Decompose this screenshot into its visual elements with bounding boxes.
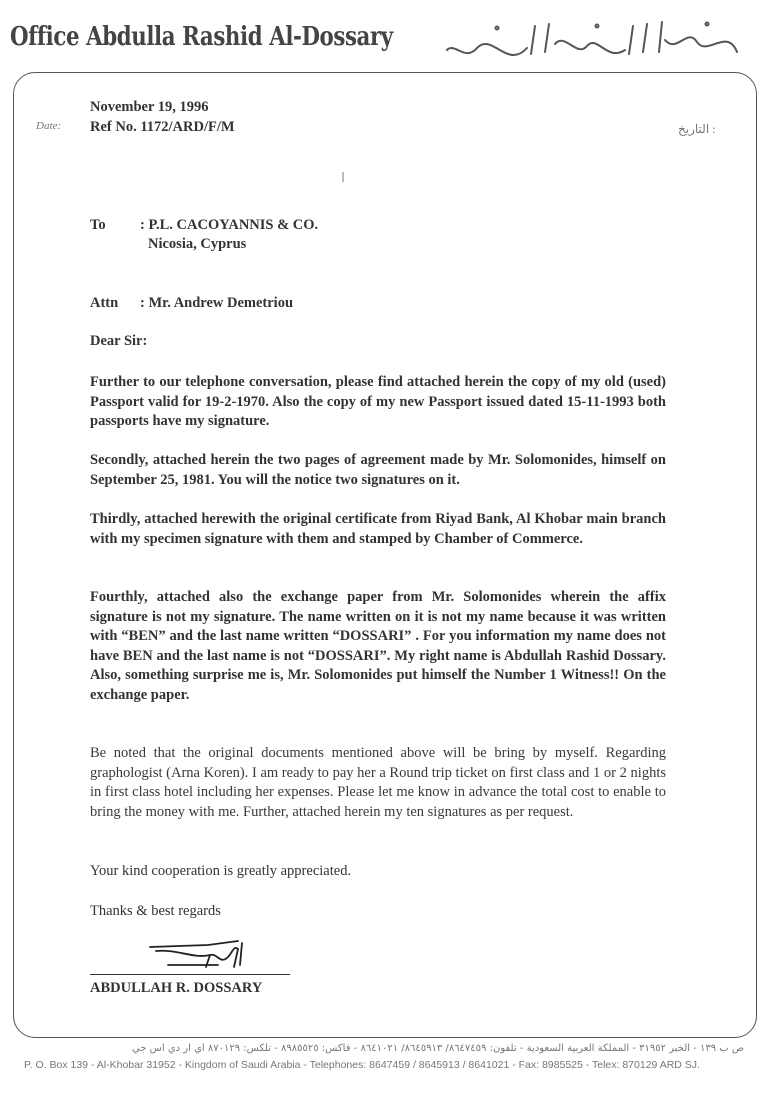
- attn-recipient: : Mr. Andrew Demetriou: [140, 295, 294, 311]
- recipient-company: : P.L. CACOYANNIS & CO.: [140, 217, 319, 233]
- letter-date: November 19, 1996: [90, 99, 209, 115]
- paragraph-exchange-paper: Fourthly, attached also the exchange paper from Mr. Solomonides wherein the affix signature is not my signature. The name written on it is not my name because it was written with “BEN” and the last name written “DOSSARI” . For you information my name does not have BEN and the last name is not “DOSSARI”. My right name is Abdullah Rashid Dossary. Also, something surprise me is, Mr. Solomonides put himself the Number 1 Witness!! On the exchange paper.: [90, 589, 666, 703]
- date-label-ar: التاريخ :: [678, 122, 716, 136]
- closing-cooperation: Your kind cooperation is greatly appreciated.: [90, 863, 352, 879]
- paragraph-passports: Further to our telephone conversation, please find attached herein the copy of my old (used) Passport valid for 19-2-1970. Also the copy of my new Passport issued dated 15-11-1993 both passports have my signature.: [90, 374, 666, 429]
- paragraph-agreement: Secondly, attached herein the two pages of agreement made by Mr. Solomonides, himself on September 25, 1981. You will the notice two signatures on it.: [90, 452, 666, 488]
- recipient-location: Nicosia, Cyprus: [148, 236, 247, 252]
- footer-address-en: P. O. Box 139 - Al-Khobar 31952 - Kingdom of Saudi Arabia - Telephones: 8647459 / 8645913 / 8641021 - Fax: 8985525 - Telex: 870129 ARD SJ.: [24, 1059, 700, 1071]
- paragraph-documents-graphologist: Be noted that the original documents mentioned above will be bring by myself. Regarding graphologist (Arna Koren). I am ready to pay her a Round trip ticket on first class and 1 or 2 nights in first class hotel including her expenses. Please let me know in advance the total cost to enable to bring the money with me. Further, attached herein my ten signatures as per request.: [90, 745, 666, 820]
- paragraph-bank-certificate: Thirdly, attached herewith the original certificate from Riyad Bank, Al Khobar main branch with my specimen signature with them and stamped by Chamber of Commerce.: [90, 511, 666, 547]
- letter-frame: [13, 72, 757, 1038]
- closing-regards: Thanks & best regards: [90, 903, 221, 919]
- date-label: Date:: [36, 120, 62, 132]
- footer-address-ar: ص ب ١٣٩ - الخبر ٣١٩٥٢ - المملكة العربية السعودية - تلفون: ٨٦٤٧٤٥٩/ ٨٦٤٥٩١٣/ ٨٦٤١٠٢١ - فاكس: ٨٩٨٥٥٢٥ - تلكس: ٨٧٠١٢٩ أي آر دي اس جي: [131, 1043, 744, 1054]
- letterhead-name-en: Office Abdulla Rashid Al-Dossary: [10, 22, 393, 52]
- reference-number: Ref No. 1172/ARD/F/M: [90, 119, 235, 135]
- salutation: Dear Sir:: [90, 333, 148, 349]
- scan-mark: [342, 172, 344, 182]
- signature-line: [90, 974, 290, 975]
- handwritten-signature: [148, 935, 248, 971]
- signatory-name: ABDULLAH R. DOSSARY: [90, 980, 263, 996]
- attn-label: Attn: [90, 295, 119, 311]
- letterhead-arabic-logo: [437, 12, 757, 72]
- to-label: To: [90, 217, 106, 233]
